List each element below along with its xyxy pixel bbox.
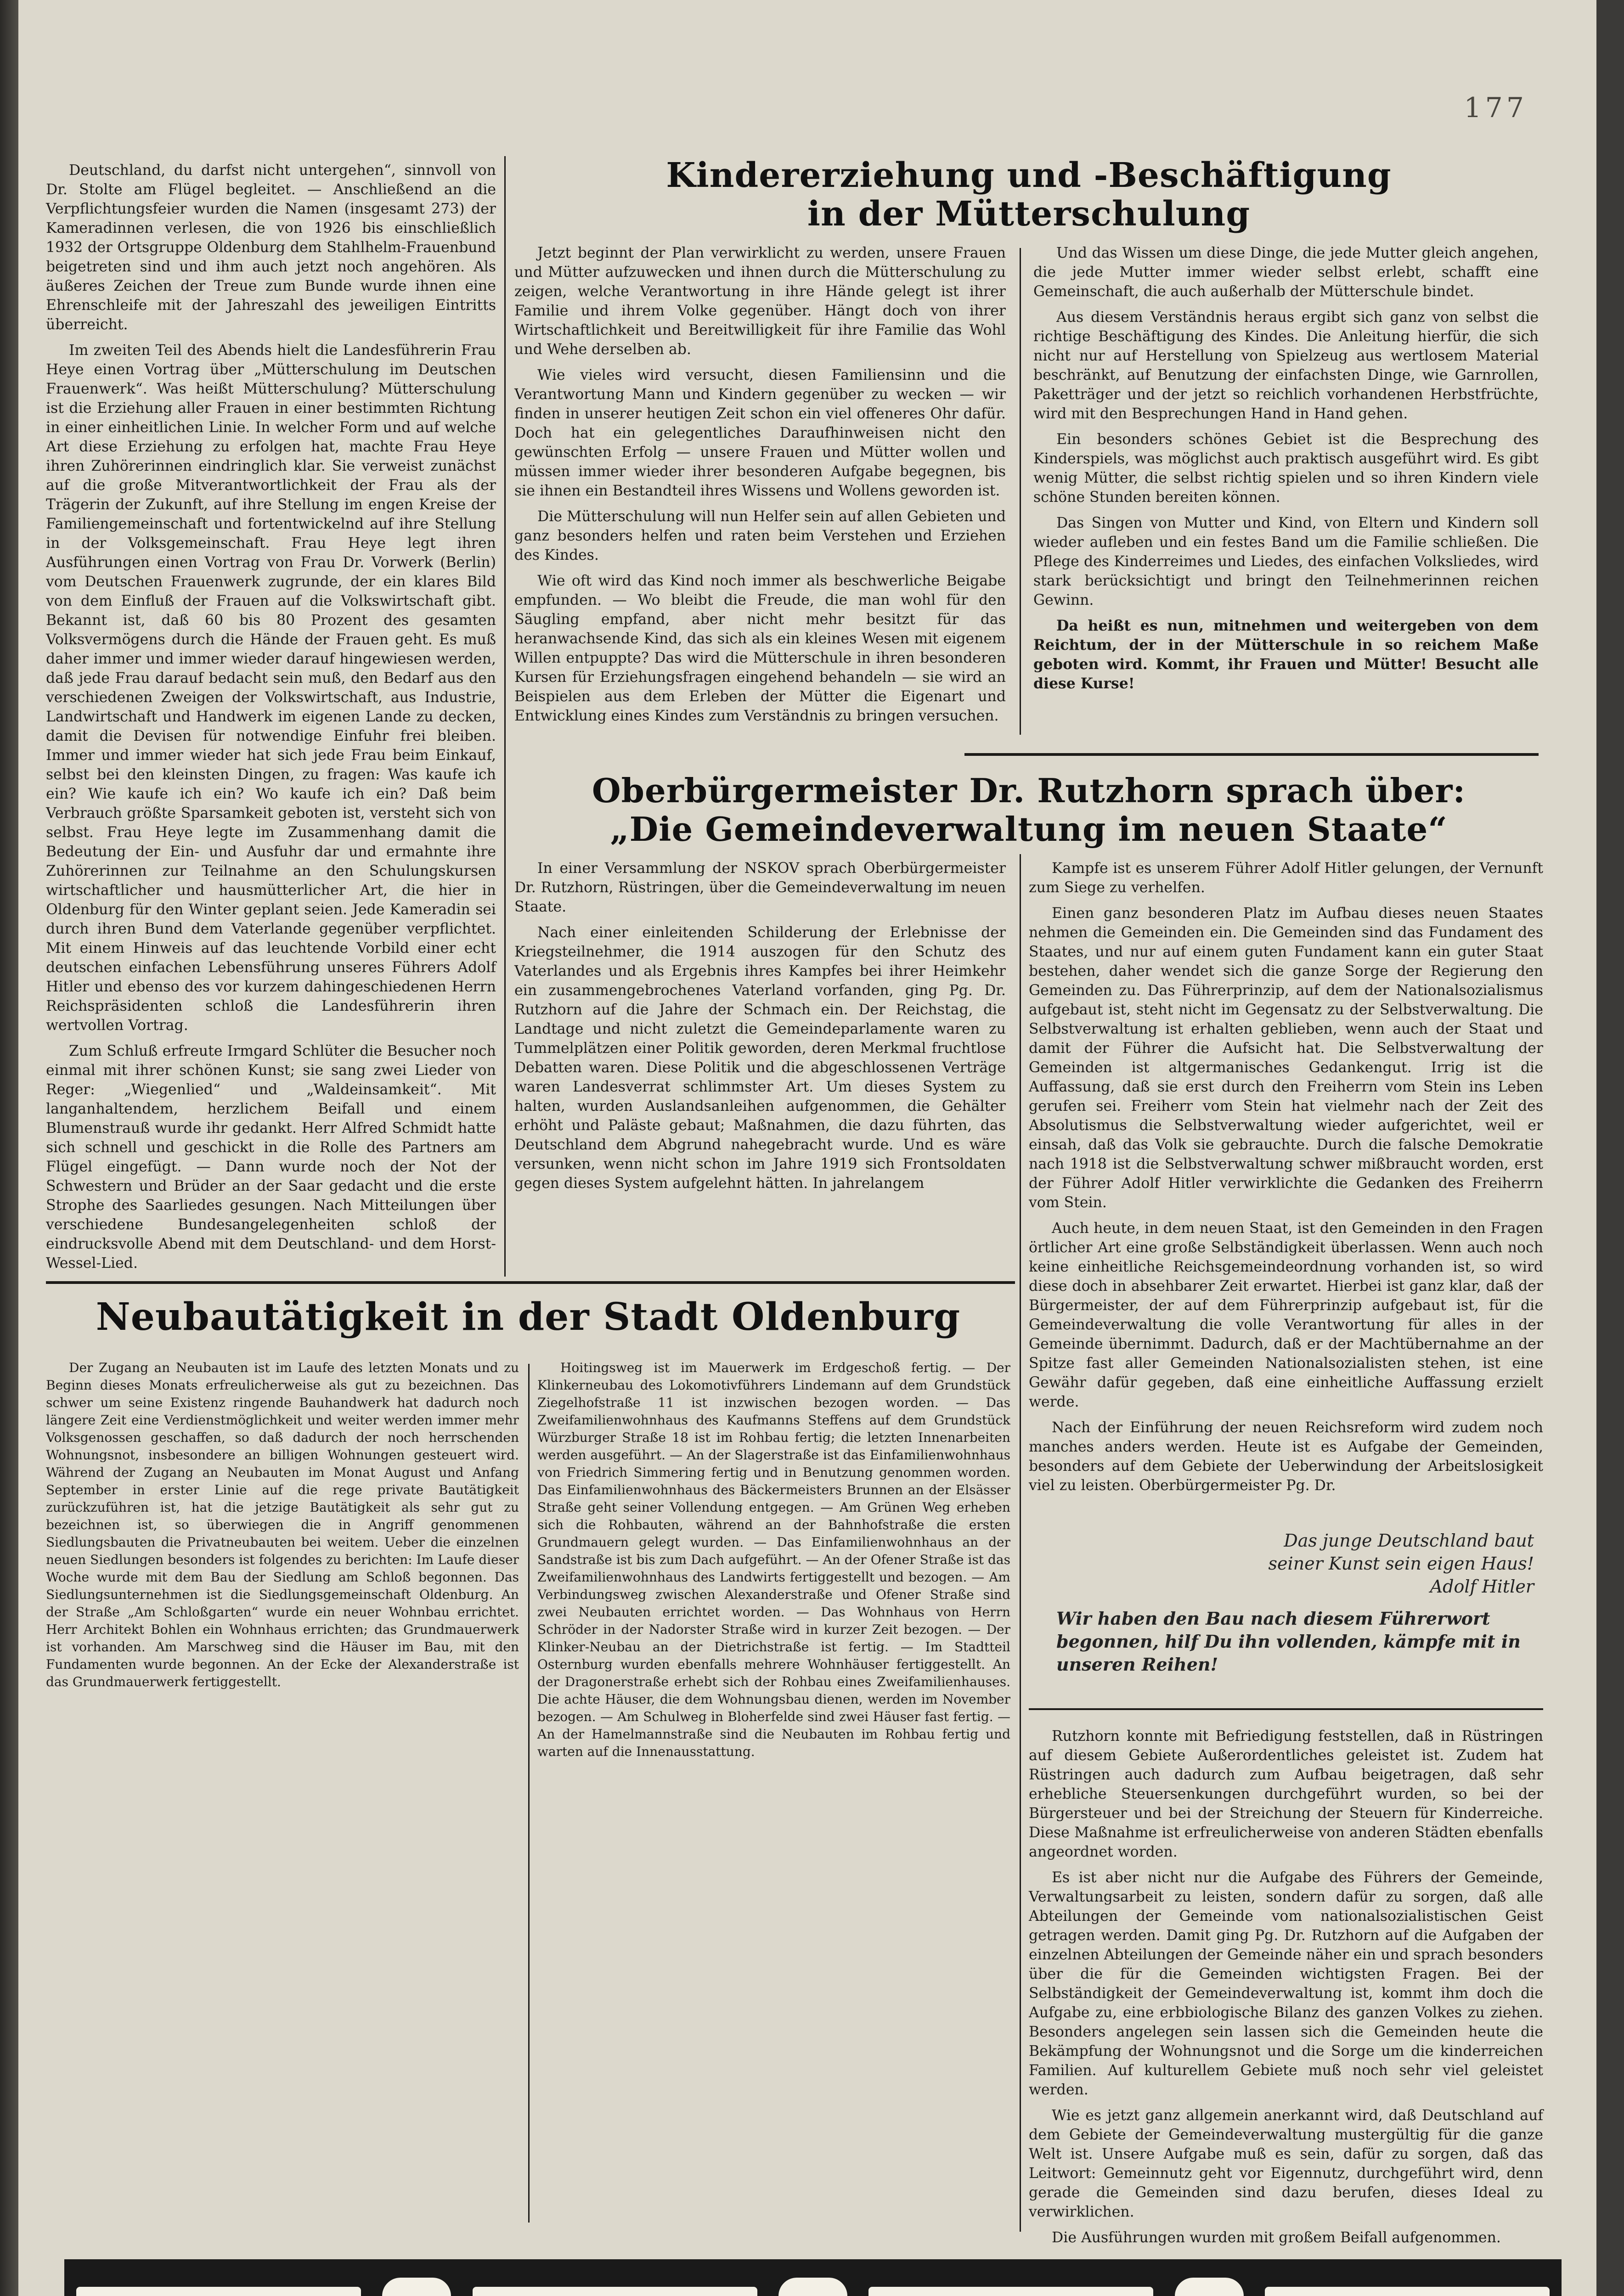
article2-paragraph: Wie es jetzt ganz allgemein anerkannt wird, daß Deutschland auf dem Gebiete der Gemeindeverwaltung mustergültig für die ganze Welt ist. Unsere Aufgabe muß es sein, dafür zu sorgen, daß das Leitwort: Gemeinnutz geht vor Eigennutz, durchgeführt wird, denn gerade die Gemeinden sind dazu berufen, dieses Ideal zu verwirklichen. <box>1029 2107 1543 2220</box>
article2-paragraph: Rutzhorn konnte mit Befriedigung feststellen, daß in Rüstringen auf diesem Gebiete Außerordentliches geleistet ist. Zudem hat Rüstringen auch dadurch zum Aufbau beigetragen, daß sehr erhebliche Steuersenkungen durchgeführt wurden, so bei der Bürgersteuer und bei der Streichung der Steuern für Kinderreiche. Diese Maßnahme ist erfreulicherweise von anderen Städten ebenfalls angeordnet worden. <box>1029 1728 1543 1860</box>
article2-paragraph: Kampfe ist es unserem Führer Adolf Hitler gelungen, der Vernunft zum Siege zu verhelfen. <box>1029 860 1543 896</box>
article1-paragraph: Ein besonders schönes Gebiet ist die Besprechung des Kinderspiels, was möglichst auch praktisch ausgeführt wird. Es gibt wenig Mütter, die selbst richtig spielen und so ihren Kindern viele schöne Stunden bereiten können. <box>1033 431 1539 506</box>
ad-panel-slogan <box>470 2284 760 2296</box>
article1-paragraph: Das Singen von Mutter und Kind, von Eltern und Kindern soll wieder aufleben und ein festes Band um die Familie schließen. Die Pflege des Kinderreimes und Liedes, des einfachen Volksliedes, wird stark berücksichtigt und bringt den Teilnehmerinnen reichen Gewinn. <box>1033 515 1539 608</box>
odol-bottle-icon <box>1175 2278 1244 2296</box>
ad-panel-slogan <box>1262 2284 1552 2296</box>
article1-title-line2: in der Mütterschulung <box>807 194 1251 234</box>
newspaper-page <box>18 0 1596 2296</box>
article3-column2 <box>537 1359 1010 2232</box>
article-kindererziehung <box>514 156 1543 748</box>
article1-column2 <box>1033 243 1539 748</box>
odol-advertisement <box>64 2259 1562 2296</box>
article2-paragraph: Nach einer einleitenden Schilderung der Erlebnisse der Kriegsteilnehmer, die 1914 auszogen für den Schutz des Vaterlandes und als Ergebnis ihres Kampfes bei ihrer Heimkehr ein zusammengebrochenes Vaterland vorfanden, ging Pg. Dr. Rutzhorn auf die Jahre der Schmach ein. Der Reichstag, die Landtage und nicht zuletzt die Gemeindeparlamente waren zu Tummelplätzen einer Politik geworden, deren Merkmal fruchtlose Debatten waren. Diese Politik und die abgeschlossenen Verträge waren Landesverrat schlimmster Art. Um dieses System zu halten, wurden Auslandsanleihen aufgenommen, die Gehälter erhöht und Paläste gebaut; Maßnahmen, die dazu führten, das Deutschland dem Abgrund nahegebracht wurde. Und es wäre versunken, wenn nicht schon im Jahre 1919 sich Frontsoldaten gegen dieses System aufgelehnt hätten. In jahrelangem <box>514 924 1006 1192</box>
article1-paragraph: Wie vieles wird versucht, diesen Familiensinn und die Verantwortung Mann und Kindern gegenüber zu wecken — wir finden in unserer heutigen Zeit schon ein viel offeneres Ohr dafür. Doch hat ein gelegentliches Daraufhinweisen nicht den gewünschten Erfolg — unsere Frauen und Mütter wollen und müssen immer wieder ihrer besonderen Aufgabe begegnen, bis sie ihnen ein Bestandteil ihres Wissens und Wollens geworden ist. <box>514 367 1006 499</box>
quote-line: seiner Kunst sein eigen Haus! <box>1268 1553 1534 1574</box>
column-rule <box>504 156 506 1277</box>
quote-author: Adolf Hitler <box>1430 1576 1534 1597</box>
article1-paragraph: Und das Wissen um diese Dinge, die jede Mutter gleich angehen, die jede Mutter immer wieder selbst erlebt, schafft eine Gemeinschaft, die auch außerhalb der Mütterschule bindet. <box>1033 245 1539 300</box>
article2-paragraph: Einen ganz besonderen Platz im Aufbau dieses neuen Staates nehmen die Gemeinden ein. Die Gemeinden sind das Fundament des Staates, und nur auf einem guten Fundament kann ein guter Staat bestehen, daher wendet sich die ganze Sorge der Regierung den Gemeinden zu. Das Führerprinzip, auf dem der Nationalsozialismus aufgebaut ist, steht nicht im Gegensatz zu der Selbstverwaltung. Die Selbstverwaltung ist erhalten geblieben, wenn auch der Staat und damit der Führer die Aufsicht hat. Die Selbstverwaltung der Gemeinden ist altgermanisches Gedankengut. Irrig ist die Auffassung, daß sie erst durch den Freiherrn vom Stein ins Leben gerufen sei. Freiherr vom Stein hat vielmehr nach der Zeit des Absolutismus die Selbstverwaltung wieder aufgerichtet, weil er einsah, daß das Volk sie gebrauchte. Durch die falsche Demokratie nach 1918 ist die Selbstverwaltung schwer mißbraucht worden, erst der Führer Adolf Hitler verwirklichte die Gedanken des Freiherrn vom Stein. <box>1029 905 1543 1211</box>
section-rule <box>964 753 1539 756</box>
article3-paragraph: Hoitingsweg ist im Mauerwerk im Erdgeschoß fertig. — Der Klinkerneubau des Lokomotivführers Lindemann auf dem Grundstück Ziegelhofstraße 11 ist inzwischen bezogen worden. — Das Zweifamilienwohnhaus des Kaufmanns Steffens auf dem Grundstück Würzburger Straße 18 ist im Rohbau fertig; die letzten Innenarbeiten werden ausgeführt. — An der Slagerstraße ist das Einfamilienwohnhaus von Friedrich Simmering fertig und in Benutzung genommen worden. Das Einfamilienwohnhaus des Bäckermeisters Brunnen an der Elsässer Straße geht seiner Vollendung entgegen. — Am Grünen Weg erheben sich die Rohbauten, während an der Bahnhofstraße die ersten Grundmauern gelegt wurden. — Das Einfamilienwohnhaus an der Sandstraße ist bis zum Dach aufgeführt. — An der Ofener Straße ist das Zweifamilienwohnhaus des Landwirts fertiggestellt und bezogen. — Am Verbindungsweg zwischen Alexanderstraße und Ofener Straße sind zwei Neubauten errichtet worden. — Das Wohnhaus von Herrn Schröder in der Nadorster Straße wird in kurzer Zeit bezogen. — Der Klinker-Neubau an der Dietrichstraße ist fertig. — Im Stadtteil Osternburg wurden ebenfalls mehrere Wohnhäuser fertiggestellt. An der Dragonerstraße erhebt sich der Rohbau eines Zweifamilienhauses. Die achte Häuser, die dem Wohnungsbau dienen, werden im November bezogen. — Am Schulweg in Bloherfelde sind zwei Häuser fast fertig. — An der Hamelmannstraße sind die Neubauten im Rohbau fertig und warten auf die Innenausstattung. <box>537 1360 1010 1759</box>
column-rule <box>528 1364 530 2223</box>
odol-bottle-icon <box>382 2278 451 2296</box>
article2-paragraph: Es ist aber nicht nur die Aufgabe des Führers der Gemeinde, Verwaltungsarbeit zu leisten, sondern dafür zu sorgen, daß alle Abteilungen der Gemeinde vom nationalsozialistischen Geist getragen werden. Damit ging Pg. Dr. Rutzhorn auf die Aufgaben der einzelnen Abteilungen der Gemeinde näher ein und sprach besonders über die für die Gemeinden wichtigsten Fragen. Bei der Selbständigkeit der Gemeindeverwaltung ist, kommt ihm doch die Aufgabe zu, eine erbbiologische Bilanz des ganzen Volkes zu ziehen. Besonders angelegen sein lassen sich die Gemeinden heute die Bekämpfung der Wohnungsnot und die Sorge um die kinderreichen Familien. Auf kulturellem Gebiete muß noch sehr viel geleistet werden. <box>1029 1869 1543 2098</box>
left-paragraph: Zum Schluß erfreute Irmgard Schlüter die Besucher noch einmal mit ihrer schönen Kunst; sie sang zwei Lieder von Reger: „Wiegenlied“ und „Waldeinsamkeit“. Mit langanhaltendem, herzlichem Beifall und einem Blumenstrauß wurde ihr gedankt. Herr Alfred Schmidt hatte sich schnell und geschickt in die Rolle des Partners am Flügel eingefügt. — Dann wurde noch der Not der Schwestern und Brüder an der Saar gedacht und die erste Strophe des Saarliedes gesungen. Nach Mitteilungen über verschiedene Bundesangelegenheiten schloß der eindrucksvolle Abend mit dem Deutschland- und dem Horst-Wessel-Lied. <box>46 1043 496 1272</box>
page-number: 177 <box>1464 92 1528 124</box>
article2-paragraph: Auch heute, in dem neuen Staat, ist den Gemeinden in den Fragen örtlicher Art eine große Selbständigkeit überlassen. Wenn auch noch keine einheitliche Reichsgemeindeordnung vorhanden ist, so wird diese doch in absehbarer Zeit erwartet. Hierbei ist ganz klar, daß der Bürgermeister, der auf dem Führerprinzip aufgebaut ist, für die Gemeindeverwaltung die volle Verantwortung für alles in der Gemeinde übernimmt. Dadurch, daß er der Machtübernahme an der Spitze fast aller Gemeinden Nationalsozialisten stehen, ist eine Gewähr dafür gegeben, daß eine einheitliche Auffassung erzielt werde. <box>1029 1220 1543 1410</box>
article1-column1 <box>514 243 1006 748</box>
left-paragraph: Im zweiten Teil des Abends hielt die Landesführerin Frau Heye einen Vortrag über „Mütterschulung im Deutschen Frauenwerk“. Was heißt Mütterschulung? Mütterschulung ist die Erziehung aller Frauen in einer bestimmten Richtung in einer einheitlichen Linie. In welcher Form und auf welche Art diese Erziehung zu erfolgen hat, machte Frau Heye ihren Zuhörerinnen eindringlich klar. Sie verweist zunächst auf die große Mitverantwortlichkeit der Frau als der Trägerin der Zukunft, auf ihre Stellung im engen Kreise der Familiengemeinschaft und fortentwickelnd auf ihre Stellung in der Volksgemeinschaft. Frau Heye legt ihren Ausführungen einen Vortrag von Frau Dr. Vorwerk (Berlin) vom Deutschen Frauenwerk zugrunde, der ein klares Bild von dem Einfluß der Frauen auf die Volkswirtschaft gibt. Bekannt ist, daß 60 bis 80 Prozent des gesamten Volksvermögens durch die Hände der Frauen geht. Es muß daher immer und immer wieder darauf hingewiesen werden, daß jede Frau darauf bedacht sein muß, den Bedarf aus den verschiedenen Zweigen der Volkswirtschaft, aus Industrie, Landwirtschaft und Handwerk im eigenen Lande zu decken, damit die Devisen für notwendige Einfuhr frei bleiben. Immer und immer wieder hat sich jede Frau beim Einkauf, selbst bei den kleinsten Dingen, zu fragen: Was kaufe ich ein? Wie kaufe ich ein? Wo kaufe ich ein? Daß beim Verbrauch größte Sparsamkeit geboten ist, versteht sich von selbst. Frau Heye legte im Zusammenhang damit die Bedeutung der Ein- und Ausfuhr dar und ermahnte ihre Zuhörerinnen zur Teilnahme an den Schulungskursen wirtschaftlicher und hausmütterlicher Art, die hier in Oldenburg für den Winter geplant seien. Jede Kameradin sei durch ihren Bund dem Vaterlande gegenüber verpflichtet. Mit einem Hinweis auf das leuchtende Vorbild einer echt deutschen einfachen Lebensführung unseres Führers Adolf Hitler und ebenso des vor kurzem dahingeschiedenen Herrn Reichspräsidenten schloß die Landesführerin ihren wertvollen Vortrag. <box>46 342 496 1034</box>
article2-paragraph: Nach der Einführung der neuen Reichsreform wird zudem noch manches anders werden. Heute ist es Aufgabe der Gemeinden, besonders auf dem Gebiete der Ueberwindung der Arbeitslosigkeit viel zu leisten. Oberbürgermeister Pg. Dr. <box>1029 1419 1543 1494</box>
article3-title: Neubautätigkeit in der Stadt Oldenburg <box>96 1295 961 1339</box>
article1-paragraph: Aus diesem Verständnis heraus ergibt sich ganz von selbst die richtige Beschäftigung des Kindes. Die Anleitung hierfür, die sich nicht nur auf Herstellung von Spielzeug aus wertlosem Material beschränkt, auf Benutzung der einfachsten Dinge, wie Garnrollen, Paketträger und der jetzt so reichlich vorhandenen Herbstfrüchte, wird mit den Besprechungen Hand in Hand gehen. <box>1033 309 1539 422</box>
article1-paragraph: Jetzt beginnt der Plan verwirklicht zu werden, unsere Frauen und Mütter aufzuwecken und ihnen durch die Mütterschulung zu zeigen, welche Verantwortung in ihre Hände gelegt ist ihrer Familie und ihrem Volke gegenüber. Hängt doch von ihrer Wirtschaftlichkeit und Bereitwilligkeit für ihre Familie das Wohl und Wehe derselben ab. <box>514 245 1006 358</box>
article1-title-line1: Kindererziehung und -Beschäftigung <box>666 156 1392 195</box>
section-rule <box>46 1281 1015 1284</box>
column-rule <box>1020 854 1021 2232</box>
article2-title-line2: „Die Gemeindeverwaltung im neuen Staate“ <box>610 810 1448 849</box>
article2-title-line1: Oberbürgermeister Dr. Rutzhorn sprach über: <box>592 771 1466 810</box>
article2-paragraph: Die Ausführungen wurden mit großem Beifall aufgenommen. <box>1052 2229 1501 2246</box>
appeal-quote <box>1056 1607 1534 1676</box>
article3-column1 <box>46 1359 519 2232</box>
article3-paragraph: Der Zugang an Neubauten ist im Laufe des letzten Monats und zu Beginn dieses Monats erfreulicherweise als gut zu bezeichnen. Das schwer um seine Existenz ringende Bauhandwerk hat dadurch noch längere Zeit eine Verdienstmöglichkeit und weiter werden immer mehr Volksgenossen geschaffen, so daß dadurch der noch herrschenden Wohnungsnot, insbesondere an billigen Wohnungen gesteuert wird. Während der Zugang an Neubauten im Monat August und Anfang September in erster Linie auf die rege private Bautätigkeit zurückzuführen ist, hat die jetzige Bautätigkeit als sehr gut zu bezeichnen ist, so überwiegen die in Angriff genommenen Siedlungsbauten die Privatneubauten bei weitem. Ueber die einzelnen neuen Siedlungen besonders ist folgendes zu berichten: Im Laufe dieser Woche wurde mit dem Bau der Siedlung am Schloß begonnen. Das Siedlungsunternehmen ist die Siedlungsgemeinschaft Oldenburg. An der Straße „Am Schloßgarten“ wurde ein neuer Wohnbau errichtet. Herr Architekt Bohlen ein Wohnhaus errichten; das Grundmauerwerk ist vorhanden. Am Marschweg sind die Häuser im Bau, mit den Fundamenten wurde begonnen. An der Ecke der Alexanderstraße ist das Grundmauerwerk fertiggestellt. <box>46 1360 519 1689</box>
odol-bottle-icon <box>778 2278 847 2296</box>
hitler-quote <box>1047 1529 1534 1598</box>
article2-column2-continued <box>1029 1727 1543 2246</box>
article2-column2 <box>1029 859 1543 1515</box>
section-rule <box>1029 1708 1543 1710</box>
left-paragraph: Deutschland, du darfst nicht untergehen“, sinnvoll von Dr. Stolte am Flügel begleitet. — Anschließend an die Verpflichtungsfeier wurden die Namen (insgesamt 273) der Kameradinnen verlesen, die von 1926 bis einschließlich 1932 der Ortsgruppe Oldenburg dem Stahlhelm-Frauenbund beigetreten sind und ihm auch jetzt noch angehören. Als äußeres Zeichen der Treue zum Bunde wurde ihnen eine Ehrenschleife mit der Jahreszahl des jeweiligen Eintritts überreicht. <box>46 162 496 333</box>
article2-paragraph: In einer Versammlung der NSKOV sprach Oberbürgermeister Dr. Rutzhorn, Rüstringen, über die Gemeindeverwaltung im neuen Staate. <box>514 860 1006 915</box>
ad-panel-zahnpasta <box>73 2284 364 2296</box>
column-rule <box>1020 248 1021 735</box>
article1-paragraph: Die Mütterschulung will nun Helfer sein auf allen Gebieten und ganz besonders helfen und raten beim Verstehen und Erziehen des Kindes. <box>514 508 1006 563</box>
article2-column1 <box>514 859 1006 1277</box>
article1-call-to-action: Da heißt es nun, mitnehmen und weitergeben von dem Reichtum, der in der Mütterschule in so reichem Maße geboten wird. Kommt, ihr Frauen und Mütter! Besucht alle diese Kurse! <box>1033 617 1539 692</box>
quote-line: Das junge Deutschland baut <box>1284 1531 1534 1551</box>
ad-panel-zahnpasta <box>866 2284 1156 2296</box>
article1-paragraph: Wie oft wird das Kind noch immer als beschwerliche Beigabe empfunden. — Wo bleibt die Freude, die man wohl für den Säugling empfand, aber nicht mehr besitzt für das heranwachsende Kind, das sich als ein kleines Wesen mit eigenem Willen entpuppte? Das wird die Mütterschule in ihren besonderen Kursen für Erziehungsfragen eingehend behandeln — sie wird an Beispielen aus dem Erleben der Mütter die Eigenart und Entwicklung eines Kindes zum Verständnis zu bringen versuchen. <box>514 573 1006 724</box>
appeal-text: Wir haben den Bau nach diesem Führerwort begonnen, hilf Du ihn vollenden, kämpfe mit in unseren Reihen! <box>1056 1608 1521 1675</box>
